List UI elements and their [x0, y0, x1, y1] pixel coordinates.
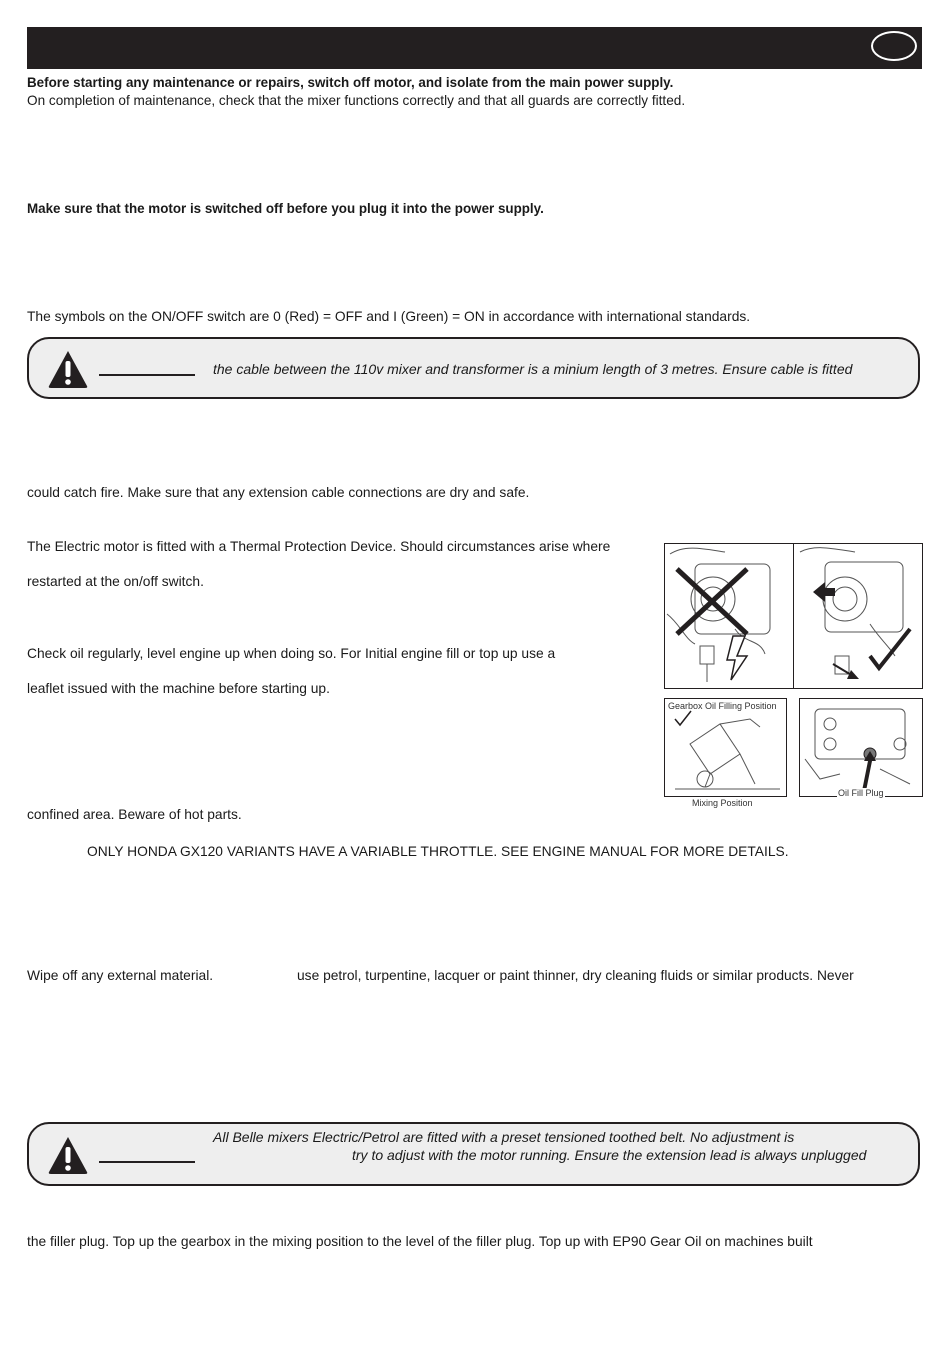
warning-text-belt-line2: try to adjust with the motor running. Ensure the extension lead is always unplugged	[352, 1147, 867, 1163]
oil-fill-plug-figure	[799, 698, 923, 797]
page-number-oval	[871, 31, 917, 61]
warning-heading-underline	[99, 374, 195, 376]
completion-text: On completion of maintenance, check that the mixer functions correctly and that all guards are correctly fitted.	[27, 93, 686, 108]
plug-illustration-figure	[664, 543, 923, 689]
thermal-protection-text: The Electric motor is fitted with a Thermal Protection Device. Should circumstances arise where	[27, 539, 611, 554]
leaflet-text: leaflet issued with the machine before starting up.	[27, 681, 330, 696]
wipe-text: Wipe off any external material.	[27, 968, 214, 983]
check-icon	[675, 711, 691, 725]
switch-off-text: Make sure that the motor is switched off before you plug it into the power supply.	[27, 201, 544, 216]
gearbox-sketch	[800, 699, 922, 796]
use-petrol-text: use petrol, turpentine, lacquer or paint thinner, dry cleaning fluids or similar products. Never	[297, 968, 854, 983]
plug-illustration	[665, 544, 922, 688]
cross-icon	[677, 569, 747, 634]
warning-box-cable	[27, 337, 920, 399]
mixing-position-caption: Mixing Position	[692, 798, 753, 808]
warning-box-belt	[27, 1122, 920, 1186]
section-header-bar	[27, 27, 922, 69]
catch-fire-text: could catch fire. Make sure that any extension cable connections are dry and safe.	[27, 485, 530, 500]
honda-throttle-text: ONLY HONDA GX120 VARIANTS HAVE A VARIABLE THROTTLE. SEE ENGINE MANUAL FOR MORE DETAILS.	[87, 844, 789, 859]
gearbox-oil-figure	[664, 698, 787, 797]
isolate-warning-text: Before starting any maintenance or repairs, switch off motor, and isolate from the main power supply.	[27, 75, 674, 90]
restarted-text: restarted at the on/off switch.	[27, 574, 204, 589]
mixer-sketch	[665, 699, 786, 796]
gearbox-caption: Gearbox Oil Filling Position	[668, 701, 777, 711]
warning-heading-underline	[99, 1161, 195, 1163]
confined-area-text: confined area. Beware of hot parts.	[27, 807, 242, 822]
warning-text-belt-line1: All Belle mixers Electric/Petrol are fitted with a preset tensioned toothed belt. No adjustment is	[213, 1129, 795, 1145]
symbols-text: The symbols on the ON/OFF switch are 0 (Red) = OFF and I (Green) = ON in accordance with international standards.	[27, 309, 751, 324]
warning-text-cable: the cable between the 110v mixer and transformer is a minium length of 3 metres. Ensure cable is fitted	[213, 361, 853, 377]
check-oil-text: Check oil regularly, level engine up when doing so. For Initial engine fill or top up use a	[27, 646, 556, 661]
warning-triangle-icon	[47, 348, 89, 390]
oil-fill-caption: Oil Fill Plug	[838, 788, 884, 798]
filler-plug-text: the filler plug. Top up the gearbox in the mixing position to the level of the filler plug. Top up with EP90 Gear Oil on machines built	[27, 1234, 813, 1249]
warning-triangle-icon	[47, 1134, 89, 1176]
